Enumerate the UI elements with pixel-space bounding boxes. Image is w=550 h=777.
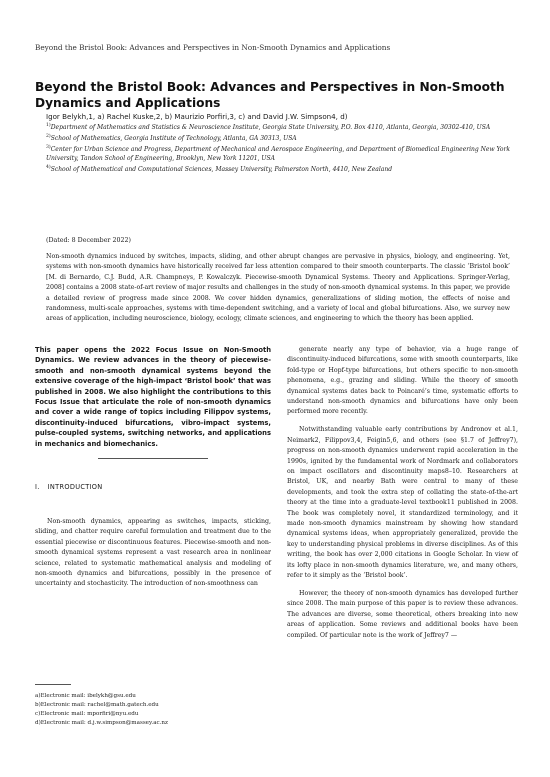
affiliation-text: School of Mathematical and Computational Sciences, Massey University, Palmerston North, 4410, New Zealand bbox=[50, 165, 393, 173]
footnotes bbox=[35, 692, 271, 728]
affiliation-4 bbox=[46, 164, 516, 175]
right-paragraph-1: generate nearly any type of behavior, via a huge range of discontinuity-induced bifurcations, some with smooth counterparts, like fold-type or Hopf-type bifurcations, but others specific to non-smooth phenomena, e.g., grazing and sliding. While the theory of smooth dynamical systems dates back to Poincaré’s time, systematic efforts to understand non-smooth dynamics and bifurcations have only been performed more recently. bbox=[287, 346, 518, 416]
affiliation-1 bbox=[46, 122, 516, 133]
date-line: (Dated: 8 December 2022) bbox=[46, 237, 131, 244]
affiliation-3 bbox=[46, 144, 516, 164]
affiliation-marker: 4) bbox=[46, 164, 51, 170]
footnote-email-porfiri: c)Electronic mail: mporfiri@nyu.edu bbox=[35, 710, 139, 717]
running-head: Beyond the Bristol Book: Advances and Perspectives in Non-Smooth Dynamics and Applications bbox=[35, 43, 391, 52]
intro-left-column bbox=[35, 517, 271, 590]
right-paragraph-2: Notwithstanding valuable early contributions by Andronov et al.1, Neimark2, Filippov3,4, Feigin5,6, and others (see §1.7 of Jeffrey7), progress on non-smooth dynamics underwent rapid acceleration in the 1990s, ignited by the fundamental work of Nordmark and collaborators on impact oscillators and discontinuity maps8–10. Researchers at Bristol, UK, and nearby Bath were central to many of these developments, and took the extra step of collating the state-of-the-art theory at the time into a graduate-level textbook11 published in 2008. The book was completely novel, it standardized terminology, and it made non-smooth dynamics mainstream by showing how standard dynamical systems ideas, when appropriately generalized, provide the key to understanding physical problems in diverse disciplines. As of this writing, the book has over 2,000 citations in Google Scholar. In view of its lofty place in non-smooth dynamics literature, we, and many others, refer to it simply as the ‘Bristol book’. bbox=[287, 426, 518, 580]
paper-title: Beyond the Bristol Book: Advances and Perspectives in Non-Smooth Dynamics and Applications bbox=[35, 80, 505, 110]
section-title: INTRODUCTION bbox=[47, 483, 103, 491]
footnote-email-belykh: a)Electronic mail: ibelykh@gsu.edu bbox=[35, 693, 136, 699]
affiliation-text: School of Mathematics, Georgia Institute of Technology, Atlanta, GA 30313, USA bbox=[50, 134, 297, 142]
abstract: Non-smooth dynamics induced by switches, impacts, sliding, and other abrupt changes are pervasive in physics, biology, and engineering. Yet, systems with non-smooth dynamics have historically received far less attention compared to their smooth counterparts. The classic ‘Bristol book’ [M. di Bernardo, C.J. Budd, A.R. Champneys, P. Kowalczyk. Piecewise-smooth Dynamical Systems. Theory and Applications. Springer-Verlag, 2008] contains a 2008 state-of-art review of major results and challenges in the study of non-smooth dynamical systems. In this paper, we provide a detailed review of progress made since 2008. We cover hidden dynamics, generalizations of sliding motion, the effects of noise and randomness, multi-scale approaches, systems with time-dependent switching, and a variety of local and global bifurcations. Also, we survey new areas of application, including neuroscience, biology, ecology, climate sciences, and engineering to which the theory has been applied. bbox=[46, 253, 510, 323]
affiliation-2 bbox=[46, 133, 516, 144]
right-paragraph-3: However, the theory of non-smooth dynamics has developed further since 2008. The main purpose of this paper is to review these advances. The advances are diverse, some theoretical, others breaking into new areas of application. Some reviews and additional books have been compiled. Of particular note is the work of Jeffrey7 — bbox=[287, 589, 518, 639]
footnote-email-kuske: b)Electronic mail: rachel@math.gatech.edu bbox=[35, 701, 159, 708]
intro-paragraph: Non-smooth dynamics, appearing as switches, impacts, sticking, sliding, and chatter require careful formulation and treatment due to the essential piecewise or discontinuous features. Piecewise-smooth and non-smooth dynamical systems represent a vast research area in nonlinear science, related to systematic mathematical analysis and modeling of non-smooth dynamics and bifurcations, possibly in the presence of uncertainty and stochasticity. The introduction of non-smoothness can bbox=[35, 518, 271, 588]
section-number: I. bbox=[35, 483, 40, 491]
affiliation-text: Department of Mathematics and Statistics & Neuroscience Institute, Georgia State University, P.O. Box 4110, Atlanta, Georgia, 30302-410, USA bbox=[50, 124, 491, 131]
affiliation-text: Center for Urban Science and Progress, Department of Mechanical and Aerospace Engineering, and Department of Biomedical Engineering New York University, Tandon School of Engineering, Brooklyn, New York 11201, USA bbox=[46, 145, 511, 162]
section-heading bbox=[35, 483, 111, 491]
author-list: Igor Belykh,1, a) Rachel Kuske,2, b) Maurizio Porfiri,3, c) and David J.W. Simpson4, d) bbox=[46, 112, 348, 121]
lead-divider bbox=[98, 458, 208, 459]
affiliation-marker: 3) bbox=[46, 144, 51, 150]
affiliation-marker: 2) bbox=[46, 133, 51, 139]
right-column bbox=[287, 345, 518, 648]
footnote-email-simpson: d)Electronic mail: d.j.w.simpson@massey.ac.nz bbox=[35, 719, 168, 726]
affiliations bbox=[46, 122, 516, 175]
footnote-divider bbox=[35, 684, 71, 685]
lead-paragraph: This paper opens the 2022 Focus Issue on Non-Smooth Dynamics. We review advances in the theory of piecewise-smooth and non-smooth dynamical systems beyond the extensive coverage of the high-impact ‘Bristol book’ that was published in 2008. We also highlight the contributions to this Focus Issue that articulate the role of non-smooth dynamics and cover a wide range of topics including Filippov systems, discontinuity-induced bifurcations, vibro-impact systems, pulse-coupled systems, switching networks, and applications in mechanics and biomechanics. bbox=[35, 346, 271, 448]
affiliation-marker: 1) bbox=[46, 123, 51, 128]
